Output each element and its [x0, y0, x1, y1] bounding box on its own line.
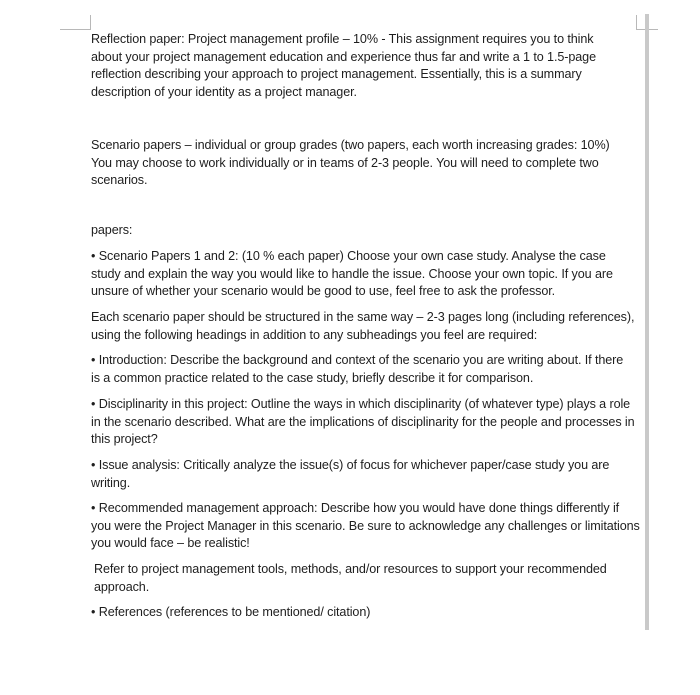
crop-mark-top-right-vertical: [636, 15, 637, 30]
scenario-paragraph: Scenario papers – individual or group grades (two papers, each worth increasing grades: 10%) You may choose to work individually or in teams of 2-3 people. You will need to complete two scenarios.: [91, 138, 610, 188]
papers-heading: papers:: [91, 223, 133, 237]
crop-mark-top-left-horizontal: [60, 29, 90, 30]
refer-paragraph: Refer to project management tools, methods, and/or resources to support your recommended approach.: [94, 562, 607, 594]
page-edge-bar: [645, 14, 649, 630]
reflection-paragraph: Reflection paper: Project management profile – 10% - This assignment requires you to think about your project management education and experience thus far and write a 1 to 1.5-page reflection describing your approach to project management. Essentially, this is a summary description of your identity as a project manager.: [91, 32, 596, 99]
issue-analysis-bullet: • Issue analysis: Critically analyze the issue(s) of focus for whichever paper/case study you are writing.: [91, 457, 636, 492]
references-bullet: • References (references to be mentioned/ citation): [91, 604, 631, 622]
scenario-papers-bullet: • Scenario Papers 1 and 2: (10 % each paper) Choose your own case study. Analyse the case study and explain the way you would like to handle the issue. Choose your own topic. If you are unsure of whether your scenario would be good to use, feel free to ask the professor.: [91, 248, 636, 301]
structure-paragraph: Each scenario paper should be structured in the same way – 2-3 pages long (including references), using the following headings in addition to any subheadings you feel are required:: [91, 310, 635, 342]
management-approach-bullet: • Recommended management approach: Describe how you would have done things differently if you were the Project Manager in this scenario. Be sure to acknowledge any challenges or limitations you would face – be realistic!: [91, 500, 642, 553]
introduction-bullet: • Introduction: Describe the background and context of the scenario you are writing about. If there is a common practice related to the case study, briefly describe it for comparison.: [91, 352, 631, 387]
crop-mark-top-left-vertical: [90, 15, 91, 30]
disciplinarity-bullet: • Disciplinarity in this project: Outline the ways in which disciplinarity (of whatever type) plays a role in the scenario described. What are the implications of disciplinarity for the people and processes in this project?: [91, 396, 639, 449]
